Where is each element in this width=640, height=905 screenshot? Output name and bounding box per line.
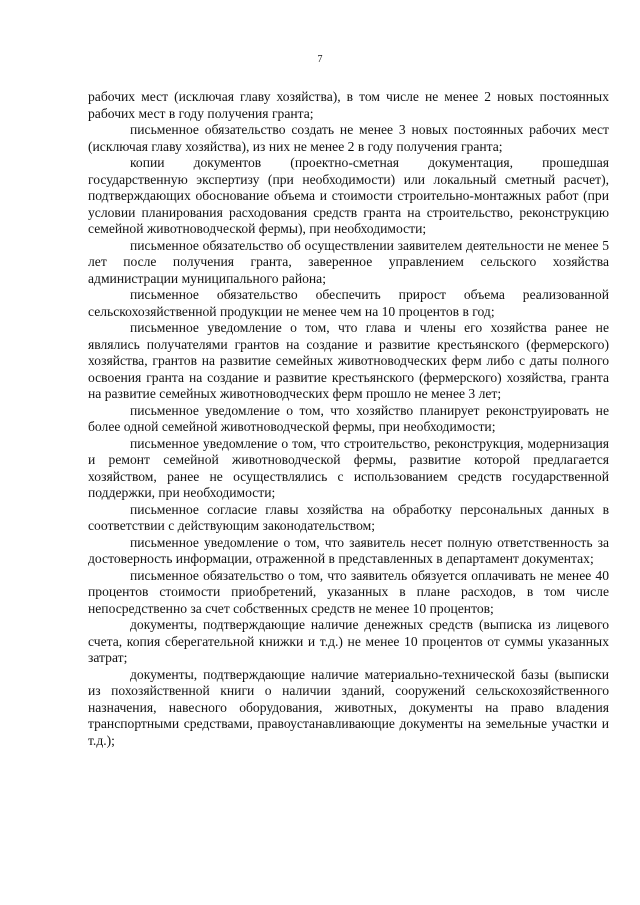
document-body [88,89,609,749]
paragraph-prior-grants-notice: письменное уведомление о том, что глава и члены его хозяйства ранее не являлись получателями грантов на создание и развитие крестьянского (фермерского) хозяйства, грантов на развитие семейных животноводческих ферм либо с даты полного освоения гранта на создание и развитие крестьянского (фермерского) хозяйства, гранта на развитие семейных животноводческих ферм прошло не менее 3 лет; [88,320,609,401]
paragraph-responsibility-notice: письменное уведомление о том, что заявитель несет полную ответственность за достоверность информации, отраженной в представленных в департамент документах; [88,534,609,566]
paragraph-project-documents: копии документов (проектно-сметная документация, прошедшая государственную экспертизу (при необходимости) или локальный сметный расчет), подтверждающих обоснование объема и стоимости строительно-монтажных работ (при условии планирования расходования средств гранта на строительство, реконструкцию семейной животноводческой фермы), при необходимости; [88,155,609,236]
paragraph-funds-documents: документы, подтверждающие наличие денежных средств (выписка из лицевого счета, копия сберегательной книжки и т.д.) не менее 10 процентов от суммы указанных затрат; [88,617,609,665]
paragraph-activity-obligation: письменное обязательство об осуществлении заявителем деятельности не менее 5 лет после получения гранта, заверенное управлением сельского хозяйства администрации муниципального района; [88,237,609,286]
paragraph-payment-obligation: письменное обязательство о том, что заявитель обязуется оплачивать не менее 40 процентов стоимости приобретений, указанных в плане расходов, в том числе непосредственно за счет собственных средств не менее 10 процентов; [88,567,609,616]
paragraph-growth-obligation: письменное обязательство обеспечить прирост объема реализованной сельскохозяйственной продукции не менее чем на 10 процентов в год; [88,287,609,319]
paragraph-new-jobs-obligation: письменное обязательство создать не менее 3 новых постоянных рабочих мест (исключая главу хозяйства), из них не менее 2 в году получения гранта; [88,122,609,154]
paragraph-personal-data-consent: письменное согласие главы хозяйства на обработку персональных данных в соответствии с действующим законодательством; [88,501,609,533]
paragraph-state-support-notice: письменное уведомление о том, что строительство, реконструкция, модернизация и ремонт семейной животноводческой фермы, развитие которой предлагается хозяйством, ранее не осуществлялись с использованием средств государственной поддержки, при необходимости; [88,435,609,500]
paragraph-material-base-documents: документы, подтверждающие наличие материально-технической базы (выписки из похозяйственной книги о наличии зданий, сооружений сельскохозяйственного назначения, навесного оборудования, животных, документы на право владения транспортными средствами, правоустанавливающие документы на земельные участки и т.д.); [88,666,609,748]
paragraph-reconstruction-notice: письменное уведомление о том, что хозяйство планирует реконструировать не более одной семейной животноводческой фермы, при необходимости; [88,402,609,434]
page-number: 7 [317,54,323,65]
paragraph-continuation: рабочих мест (исключая главу хозяйства), в том числе не менее 2 новых постоянных рабочих мест в году получения гранта; [88,89,609,121]
